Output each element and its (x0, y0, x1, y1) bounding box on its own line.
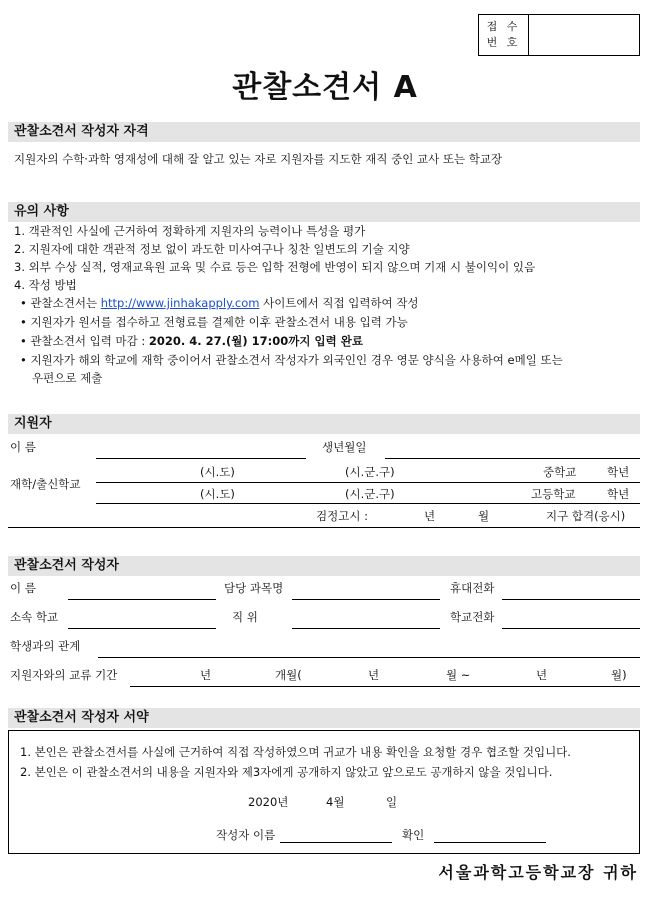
note-sub-3 (20, 332, 363, 350)
applicant-name-field[interactable] (96, 458, 306, 459)
signer-name-field[interactable] (280, 842, 392, 843)
row1-grade: 학년 (607, 465, 630, 479)
confirm-label: 확인 (402, 828, 425, 842)
pledge-day: 일 (386, 795, 398, 809)
row2-grade: 학년 (607, 487, 630, 501)
applicant-school-label: 재학/출신학교 (10, 477, 81, 491)
pledge-item-2: 2. 본인은 이 관찰소견서의 내용을 지원자와 제3자에게 공개하지 않았고 앞으로도 공개하지 않을 것입니다. (20, 765, 553, 779)
row2-si: (시.도) (200, 487, 235, 501)
receipt-number-box (478, 14, 640, 56)
note-item-2: 2. 지원자에 대한 객관적 정보 없이 과도한 미사여구나 칭찬 일변도의 기술 지양 (14, 242, 410, 256)
confirm-field[interactable] (434, 842, 546, 843)
section-writer-heading: 관찰소견서 작성자 (8, 556, 640, 576)
high-school-field[interactable] (96, 503, 640, 504)
row1-gu: (시.군.구) (345, 465, 395, 479)
section-notes-heading: 유의 사항 (8, 202, 640, 222)
period-year: 년 (200, 668, 212, 682)
applicant-birth-field[interactable] (385, 458, 640, 459)
writer-school-field[interactable] (68, 628, 216, 629)
note-item-4: 4. 작성 방법 (14, 278, 77, 292)
addressee: 서울과학고등학교장 귀하 (438, 863, 638, 882)
pledge-year: 2020년 (248, 795, 289, 809)
row2-school: 고등학교 (531, 487, 576, 501)
note-sub-4-line1: • 지원자가 해외 학교에 재학 중이어서 관찰소견서 작성자가 외국인인 경우 영문 양식을 사용하여 e메일 또는 (20, 353, 563, 367)
exam-month: 월 (478, 509, 490, 523)
writer-mobile-field[interactable] (502, 599, 640, 600)
row2-gu: (시.군.구) (345, 487, 395, 501)
writer-period-field[interactable] (130, 686, 640, 687)
period-m3: 월) (611, 668, 627, 682)
period-month: 개월( (275, 668, 302, 682)
note-sub-1 (20, 294, 419, 312)
writer-period-label: 지원자와의 교류 기간 (10, 668, 118, 682)
note-sub-1-post: 사이트에서 직접 입력하여 작성 (259, 296, 419, 310)
note-sub-2: • 지원자가 원서를 접수하고 전형료를 결제한 이후 관찰소견서 내용 입력 가능 (20, 315, 408, 329)
writer-relation-field[interactable] (98, 657, 640, 658)
applicant-birth-label: 생년월일 (322, 440, 367, 454)
writer-name-field[interactable] (68, 599, 216, 600)
note-sub-3-pre: • 관찰소견서 입력 마감 : (20, 334, 149, 348)
pledge-item-1: 1. 본인은 관찰소견서를 사실에 근거하여 직접 작성하였으며 귀교가 내용 확인을 요청할 경우 협조할 것입니다. (20, 745, 571, 759)
section-pledge-heading: 관찰소견서 작성자 서약 (8, 708, 640, 728)
page-title: 관찰소견서 A (232, 70, 418, 105)
writer-relation-label: 학생과의 관계 (10, 639, 81, 653)
applicant-name-label: 이 름 (10, 440, 36, 454)
section-qualification-heading: 관찰소견서 작성자 자격 (8, 122, 640, 142)
exam-label: 검정고시 : (316, 509, 368, 523)
writer-name-label: 이 름 (10, 581, 36, 595)
middle-school-field[interactable] (96, 482, 640, 483)
section-applicant-heading: 지원자 (8, 414, 640, 434)
note-item-1: 1. 객관적인 사실에 근거하여 정확하게 지원자의 능력이나 특성을 평가 (14, 224, 366, 238)
writer-school-phone-label: 학교전화 (450, 610, 495, 624)
note-sub-1-pre: • 관찰소견서는 (20, 296, 101, 310)
writer-position-field[interactable] (292, 628, 440, 629)
signer-label: 작성자 이름 (216, 828, 276, 842)
exam-year: 년 (424, 509, 436, 523)
receipt-label-line1: 접 수 (486, 20, 521, 33)
apply-site-link[interactable]: http://www.jinhakapply.com (100, 296, 260, 310)
writer-school-label: 소속 학교 (10, 610, 59, 624)
deadline-text: 2020. 4. 27.(월) 17:00까지 입력 완료 (148, 334, 363, 348)
writer-position-label: 직 위 (232, 610, 258, 624)
row1-si: (시.도) (200, 465, 235, 479)
qualification-text: 지원자의 수학·과학 영재성에 대해 잘 알고 있는 자로 지원자를 지도한 재직 중인 교사 또는 학교장 (14, 152, 503, 166)
writer-school-phone-field[interactable] (502, 628, 640, 629)
note-sub-4-line2: 우편으로 제출 (32, 371, 103, 385)
note-item-3: 3. 외부 수상 실적, 영재교육원 교육 및 수료 등은 입학 전형에 반영이 되지 않으며 기재 시 불이익이 있음 (14, 260, 536, 274)
writer-mobile-label: 휴대전화 (450, 581, 495, 595)
period-y2: 년 (368, 668, 380, 682)
applicant-bottom-rule (8, 527, 640, 528)
receipt-value[interactable] (529, 15, 639, 55)
pledge-month: 4월 (326, 795, 345, 809)
receipt-label-line2: 번 호 (486, 36, 521, 49)
exam-pass: 지구 합격(응시) (546, 509, 626, 523)
row1-school: 중학교 (543, 465, 577, 479)
writer-subject-label: 담당 과목명 (224, 581, 284, 595)
period-y3: 년 (536, 668, 548, 682)
writer-subject-field[interactable] (292, 599, 440, 600)
period-m2: 월 ~ (446, 668, 471, 682)
receipt-label (479, 15, 529, 55)
